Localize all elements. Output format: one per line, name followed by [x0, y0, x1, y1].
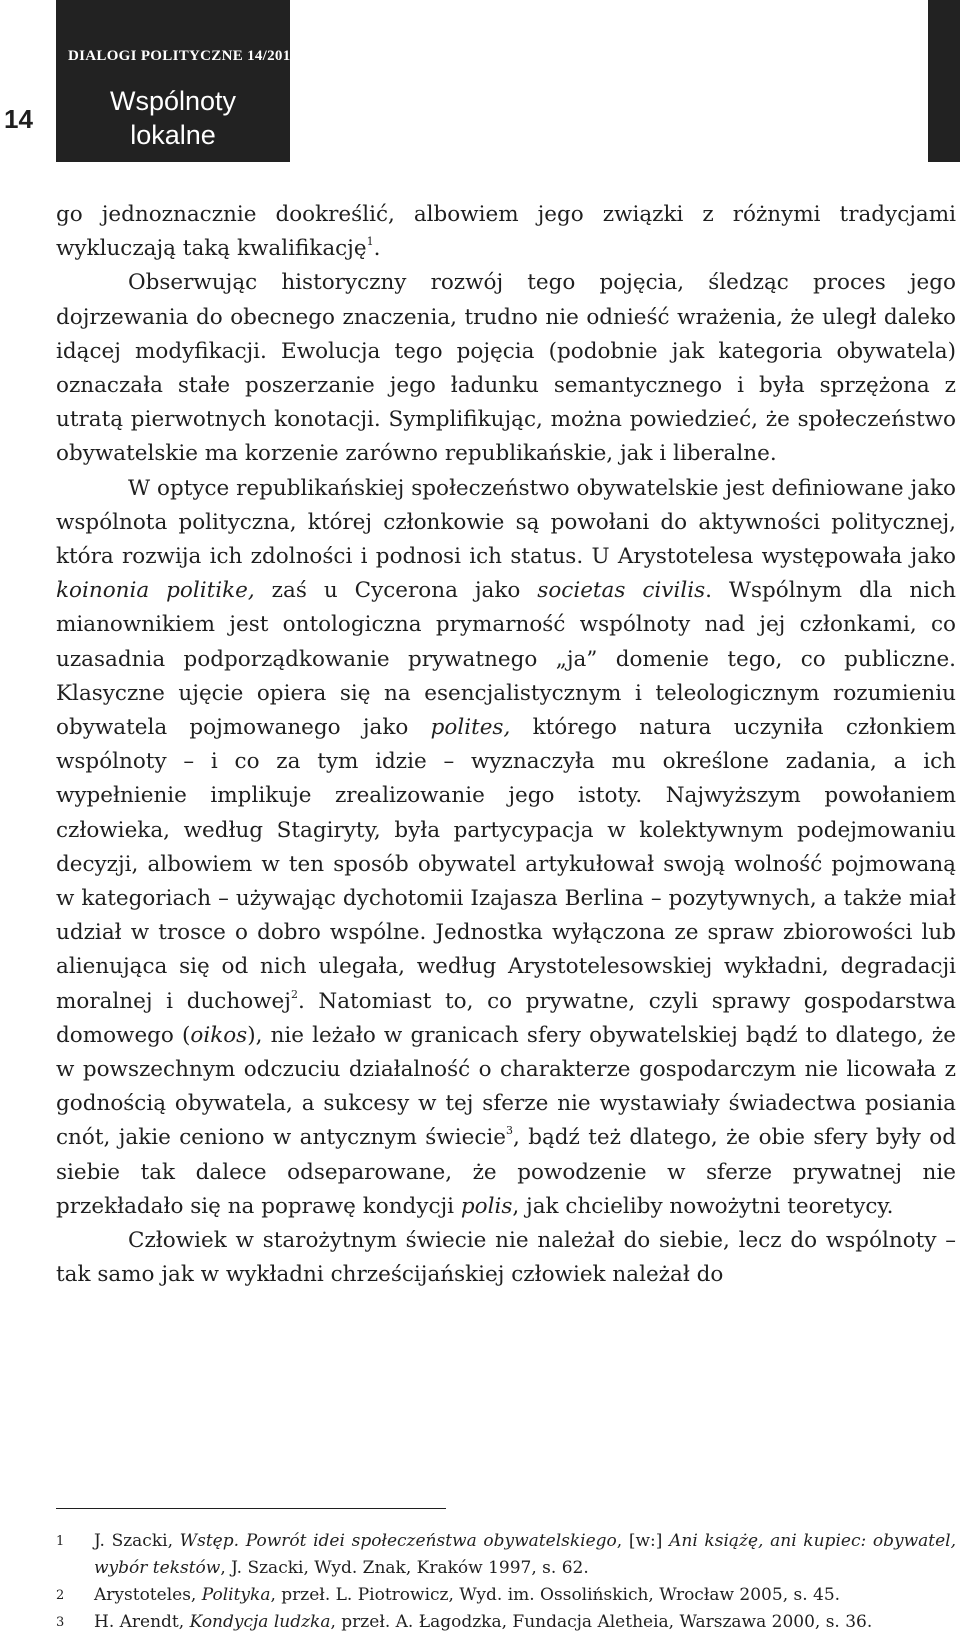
journal-name: DIALOGI POLITYCZNE 14/2011 [68, 48, 298, 64]
footnote-author: J. Szacki, [94, 1531, 180, 1551]
header-edge-bar [928, 0, 960, 162]
footnote-text [94, 1609, 956, 1636]
paragraph-3-text: W optyce republikańskiej społeczeństwo obywatelskie jest definiowane jako wspólnota polityczna, której członkowie są powołani do aktywności politycznej, która rozwija ich zdolności i podnosi ich status. U Arystotelesa występowała jako [56, 475, 956, 570]
paragraph-1 [56, 198, 956, 266]
footnote-number: 3 [56, 1615, 65, 1630]
section-title-line-1: Wspólnoty [109, 86, 237, 116]
footnote-2 [56, 1582, 956, 1609]
footnotes [56, 1528, 956, 1636]
paragraph-3-text: , jak chcieliby nowożytni teoretycy. [512, 1193, 894, 1219]
term-koinonia-politike: koinonia politike, [56, 578, 255, 604]
paragraph-2: Obserwując historyczny rozwój tego pojęcia, śledząc proces jego dojrzewania do obecnego znaczenia, trudno nie odnieść wrażenia, że uległ daleko idącej modyfikacji. Ewolucja tego pojęcia (podobnie jak kategoria obywatela) oznaczała stałe poszerzanie jego ładunku semantycznego i była sprzężona z utratą pierwotnych konotacji. Symplifikując, można powiedzieć, że społeczeństwo obywatelskie ma korzenie zarówno republikańskie, jak i liberalne. [56, 270, 956, 467]
term-oikos: oikos [190, 1022, 248, 1048]
paragraph-3-text: . Wspólnym dla nich mianownikiem jest ontologiczna prymarność wspólnoty nad jej członkami, co uzasadnia podporządkowanie prywatnego „ja” domenie tego, co publiczne. Klasyczne ujęcie opiera się na esencjalistycznym i teleologicznym rozumieniu obywatela pojmowanego jako [56, 578, 957, 741]
footnote-number: 1 [56, 1534, 65, 1549]
footnote-author: Arystoteles, [94, 1585, 202, 1605]
term-polites: polites, [430, 715, 511, 741]
footnote-text [94, 1528, 956, 1582]
footnote-title: Wstęp. Powrót idei społeczeństwa obywatelskiego [179, 1531, 617, 1551]
paragraph-3-text: którego natura uczyniła członkiem wspólnoty – i co za tym idzie – wyznaczyła mu określone zadania, a ich wypełnienie implikuje zrealizowanie jego istoty. Najwyższym powołaniem człowieka, według Stagiryty, była partycypacja w kolektywnym podejmowaniu decyzji, albowiem w ten sposób obywatel artykułował swoją wolność pojmowaną w kategoriach – używając dychotomii Izajasza Berlina – pozytywnych, a także miał udział w trosce o dobro wspólne. Jednostka wyłączona ze spraw zbiorowości lub alienująca się od nich ulegała, według Arystotelesowskiej wykładni, degradacji moralnej i duchowej [56, 715, 956, 1014]
paragraph-3-text: , bądź też dlatego, że obie sfery były od siebie tak dalece odseparowane, że powodzenie w sferze prywatnej nie przekładało się na poprawę kondycji [56, 1125, 957, 1219]
footnote-number: 2 [56, 1588, 65, 1603]
footnote-3 [56, 1609, 956, 1636]
footnote-text [94, 1582, 956, 1609]
body-text [56, 198, 956, 1293]
paragraph-4: Człowiek w starożytnym świecie nie należał do siebie, lecz do wspólnoty – tak samo jak w wykładni chrześcijańskiej człowiek należał do [56, 1228, 956, 1288]
paragraph-3 [56, 472, 956, 1224]
paragraph-1-text: go jednoznacznie dookreślić, albowiem jego związki z różnymi tradycjami wykluczają taką kwalifikację [56, 202, 956, 262]
footnote-1 [56, 1528, 956, 1582]
footnote-ref-1: 1 [366, 235, 374, 249]
section-title [56, 84, 290, 152]
paragraph-3-text: . Natomiast to, co prywatne, czyli sprawy gospodarstwa domowego ( [56, 988, 956, 1048]
page-number: 14 [4, 104, 33, 134]
footnote-publication: , J. Szacki, Wyd. Znak, Kraków 1997, s. 62. [220, 1558, 589, 1578]
footnote-publication: , przeł. L. Piotrowicz, Wyd. im. Ossolińskich, Wrocław 2005, s. 45. [270, 1585, 841, 1605]
footnote-title: Kondycja ludzka [189, 1612, 331, 1632]
running-header [56, 0, 298, 162]
term-societas-civilis: societas civilis [537, 578, 706, 604]
paragraph-3-text: ), nie leżało w granicach sfery obywatelskiej bądź to dlatego, że w powszechnym odczuciu działalność o charakterze gospodarczym nie licowała z godnością obywatela, a sukcesy w tej sferze nie wystawiały świadectwa posiania cnót, jakie ceniono w antycznym świecie [56, 1022, 956, 1151]
section-title-line-2: lokalne [130, 120, 216, 150]
footnote-ref-2: 2 [290, 987, 298, 1001]
footnote-ref-3: 3 [505, 1124, 513, 1138]
footnote-separator [56, 1508, 446, 1509]
paragraph-1-end: . [373, 236, 381, 262]
footnote-book-title: Ani książę, ani kupiec: obywatel, wybór tekstów [94, 1531, 957, 1578]
footnote-title: Polityka [201, 1585, 271, 1605]
footnote-connector: , [w:] [616, 1531, 670, 1551]
footnote-author: H. Arendt, [94, 1612, 190, 1632]
footnote-publication: , przeł. A. Łagodzka, Fundacja Aletheia, Warszawa 2000, s. 36. [330, 1612, 873, 1632]
term-polis: polis [460, 1193, 513, 1219]
paragraph-3-text: zaś u Cycerona jako [254, 578, 538, 604]
